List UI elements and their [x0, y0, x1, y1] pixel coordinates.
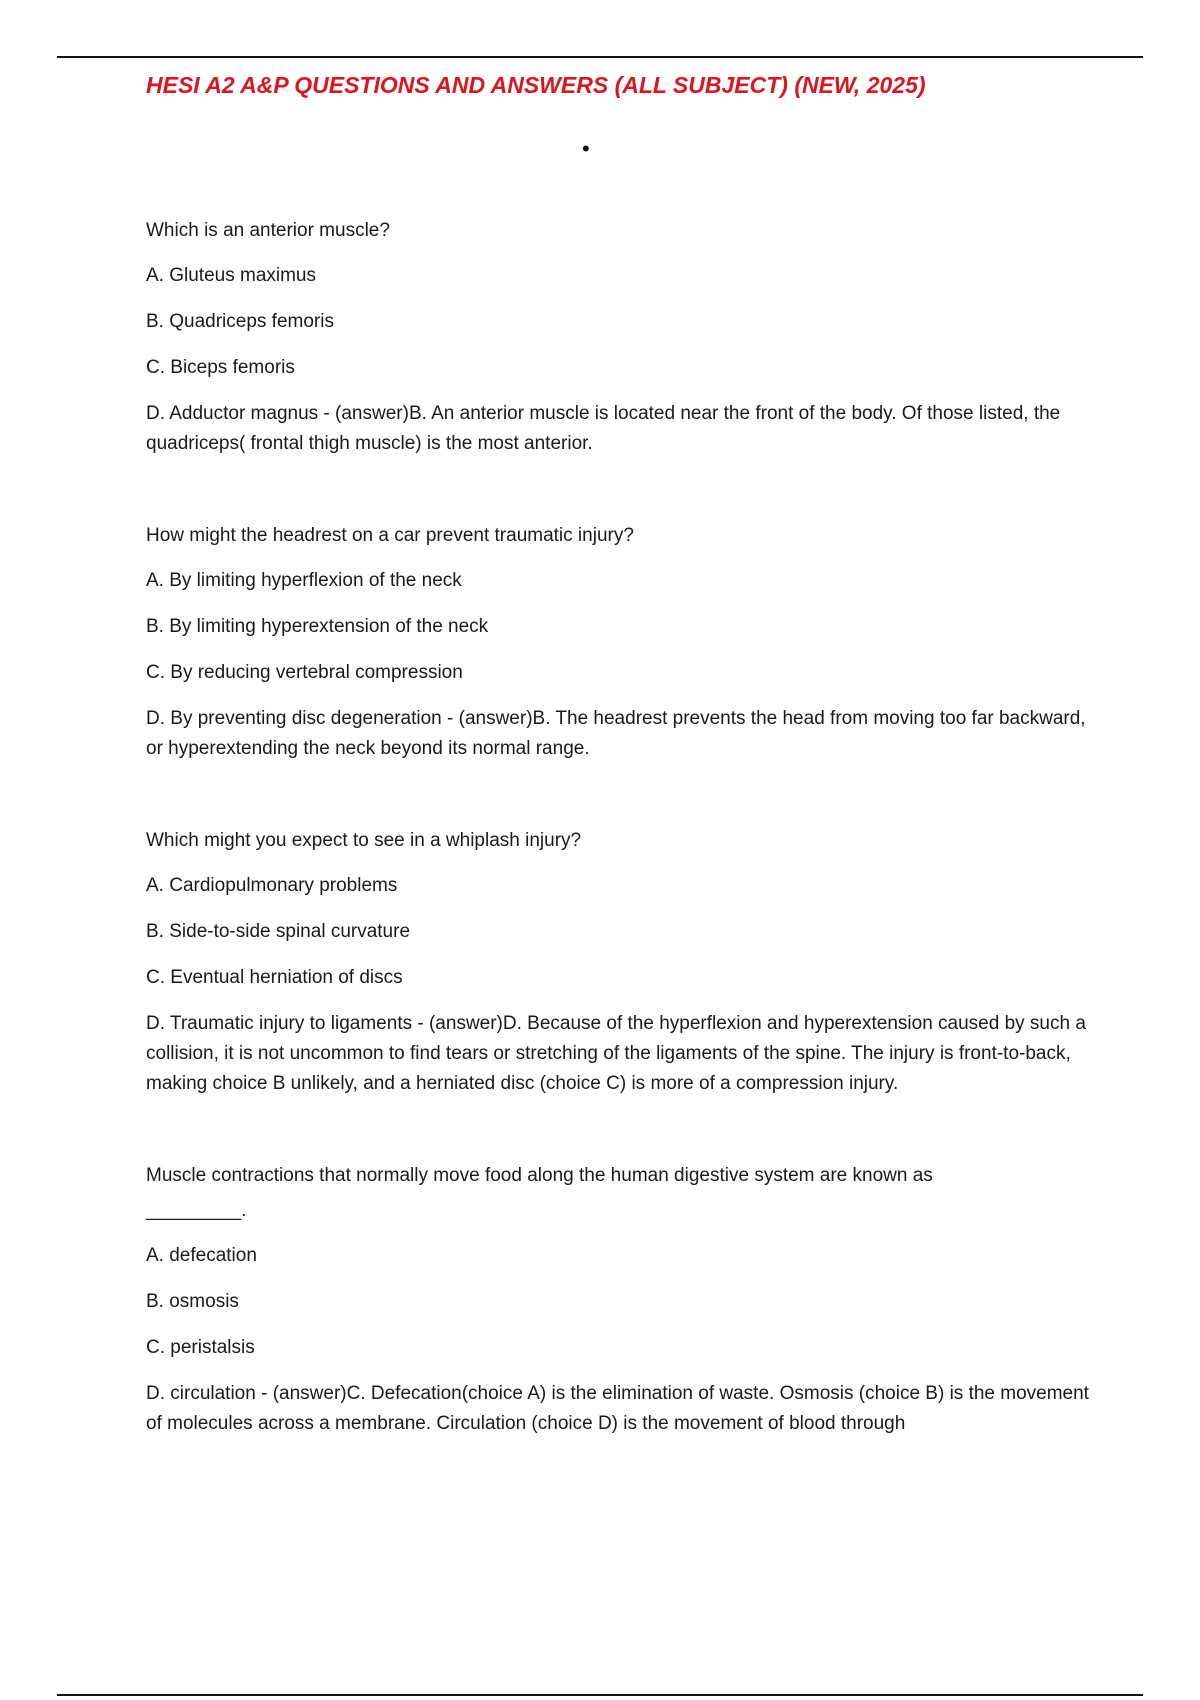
question-block-3	[146, 826, 1096, 1099]
option-c: C. Eventual herniation of discs	[146, 967, 403, 988]
option-d-answer: D. circulation - (answer)C. Defecation(choice A) is the elimination of waste. Osmosis (choice B) is the movement of molecules across a membrane. Circulation (choice D) is the movement of blood through	[146, 1383, 1089, 1434]
option-d-answer: D. Adductor magnus - (answer)B. An anterior muscle is located near the front of the body. Of those listed, the quadriceps( frontal thigh muscle) is the most anterior.	[146, 403, 1061, 454]
option-a: A. Cardiopulmonary problems	[146, 875, 398, 896]
option-c: C. peristalsis	[146, 1337, 255, 1358]
question-block-1	[146, 216, 1096, 459]
option-b: B. Side-to-side spinal curvature	[146, 921, 411, 942]
option-b: B. Quadriceps femoris	[146, 311, 334, 332]
document-title: HESI A2 A&P QUESTIONS AND ANSWERS (ALL SUBJECT) (NEW, 2025)	[146, 72, 926, 98]
question-text: Which might you expect to see in a whiplash injury?	[146, 830, 582, 851]
option-b: B. By limiting hyperextension of the neck	[146, 616, 489, 637]
option-a: A. Gluteus maximus	[146, 265, 316, 286]
top-rule	[57, 56, 1143, 58]
question-text: How might the headrest on a car prevent traumatic injury?	[146, 525, 634, 546]
option-d-answer: D. By preventing disc degeneration - (answer)B. The headrest prevents the head from moving too far backward, or hyperextending the neck beyond its normal range.	[146, 708, 1086, 759]
option-c: C. By reducing vertebral compression	[146, 662, 463, 683]
option-b: B. osmosis	[146, 1291, 239, 1312]
question-block-2	[146, 521, 1096, 764]
question-block-4	[146, 1161, 1096, 1439]
bottom-rule	[57, 1694, 1143, 1696]
option-d-answer: D. Traumatic injury to ligaments - (answer)D. Because of the hyperflexion and hyperextension caused by such a collision, it is not uncommon to find tears or stretching of the ligaments of the spine. The injury is front-to-back, making choice B unlikely, and a herniated disc (choice C) is more of a compression injury.	[146, 1013, 1086, 1094]
option-c: C. Biceps femoris	[146, 357, 295, 378]
bullet-point: •	[582, 136, 590, 161]
question-text: Which is an anterior muscle?	[146, 220, 390, 241]
option-a: A. defecation	[146, 1245, 257, 1266]
option-a: A. By limiting hyperflexion of the neck	[146, 570, 462, 591]
question-text: Muscle contractions that normally move food along the human digestive system are known as	[146, 1165, 933, 1186]
document-body	[146, 216, 1096, 1439]
answer-blank: _________.	[146, 1200, 247, 1221]
